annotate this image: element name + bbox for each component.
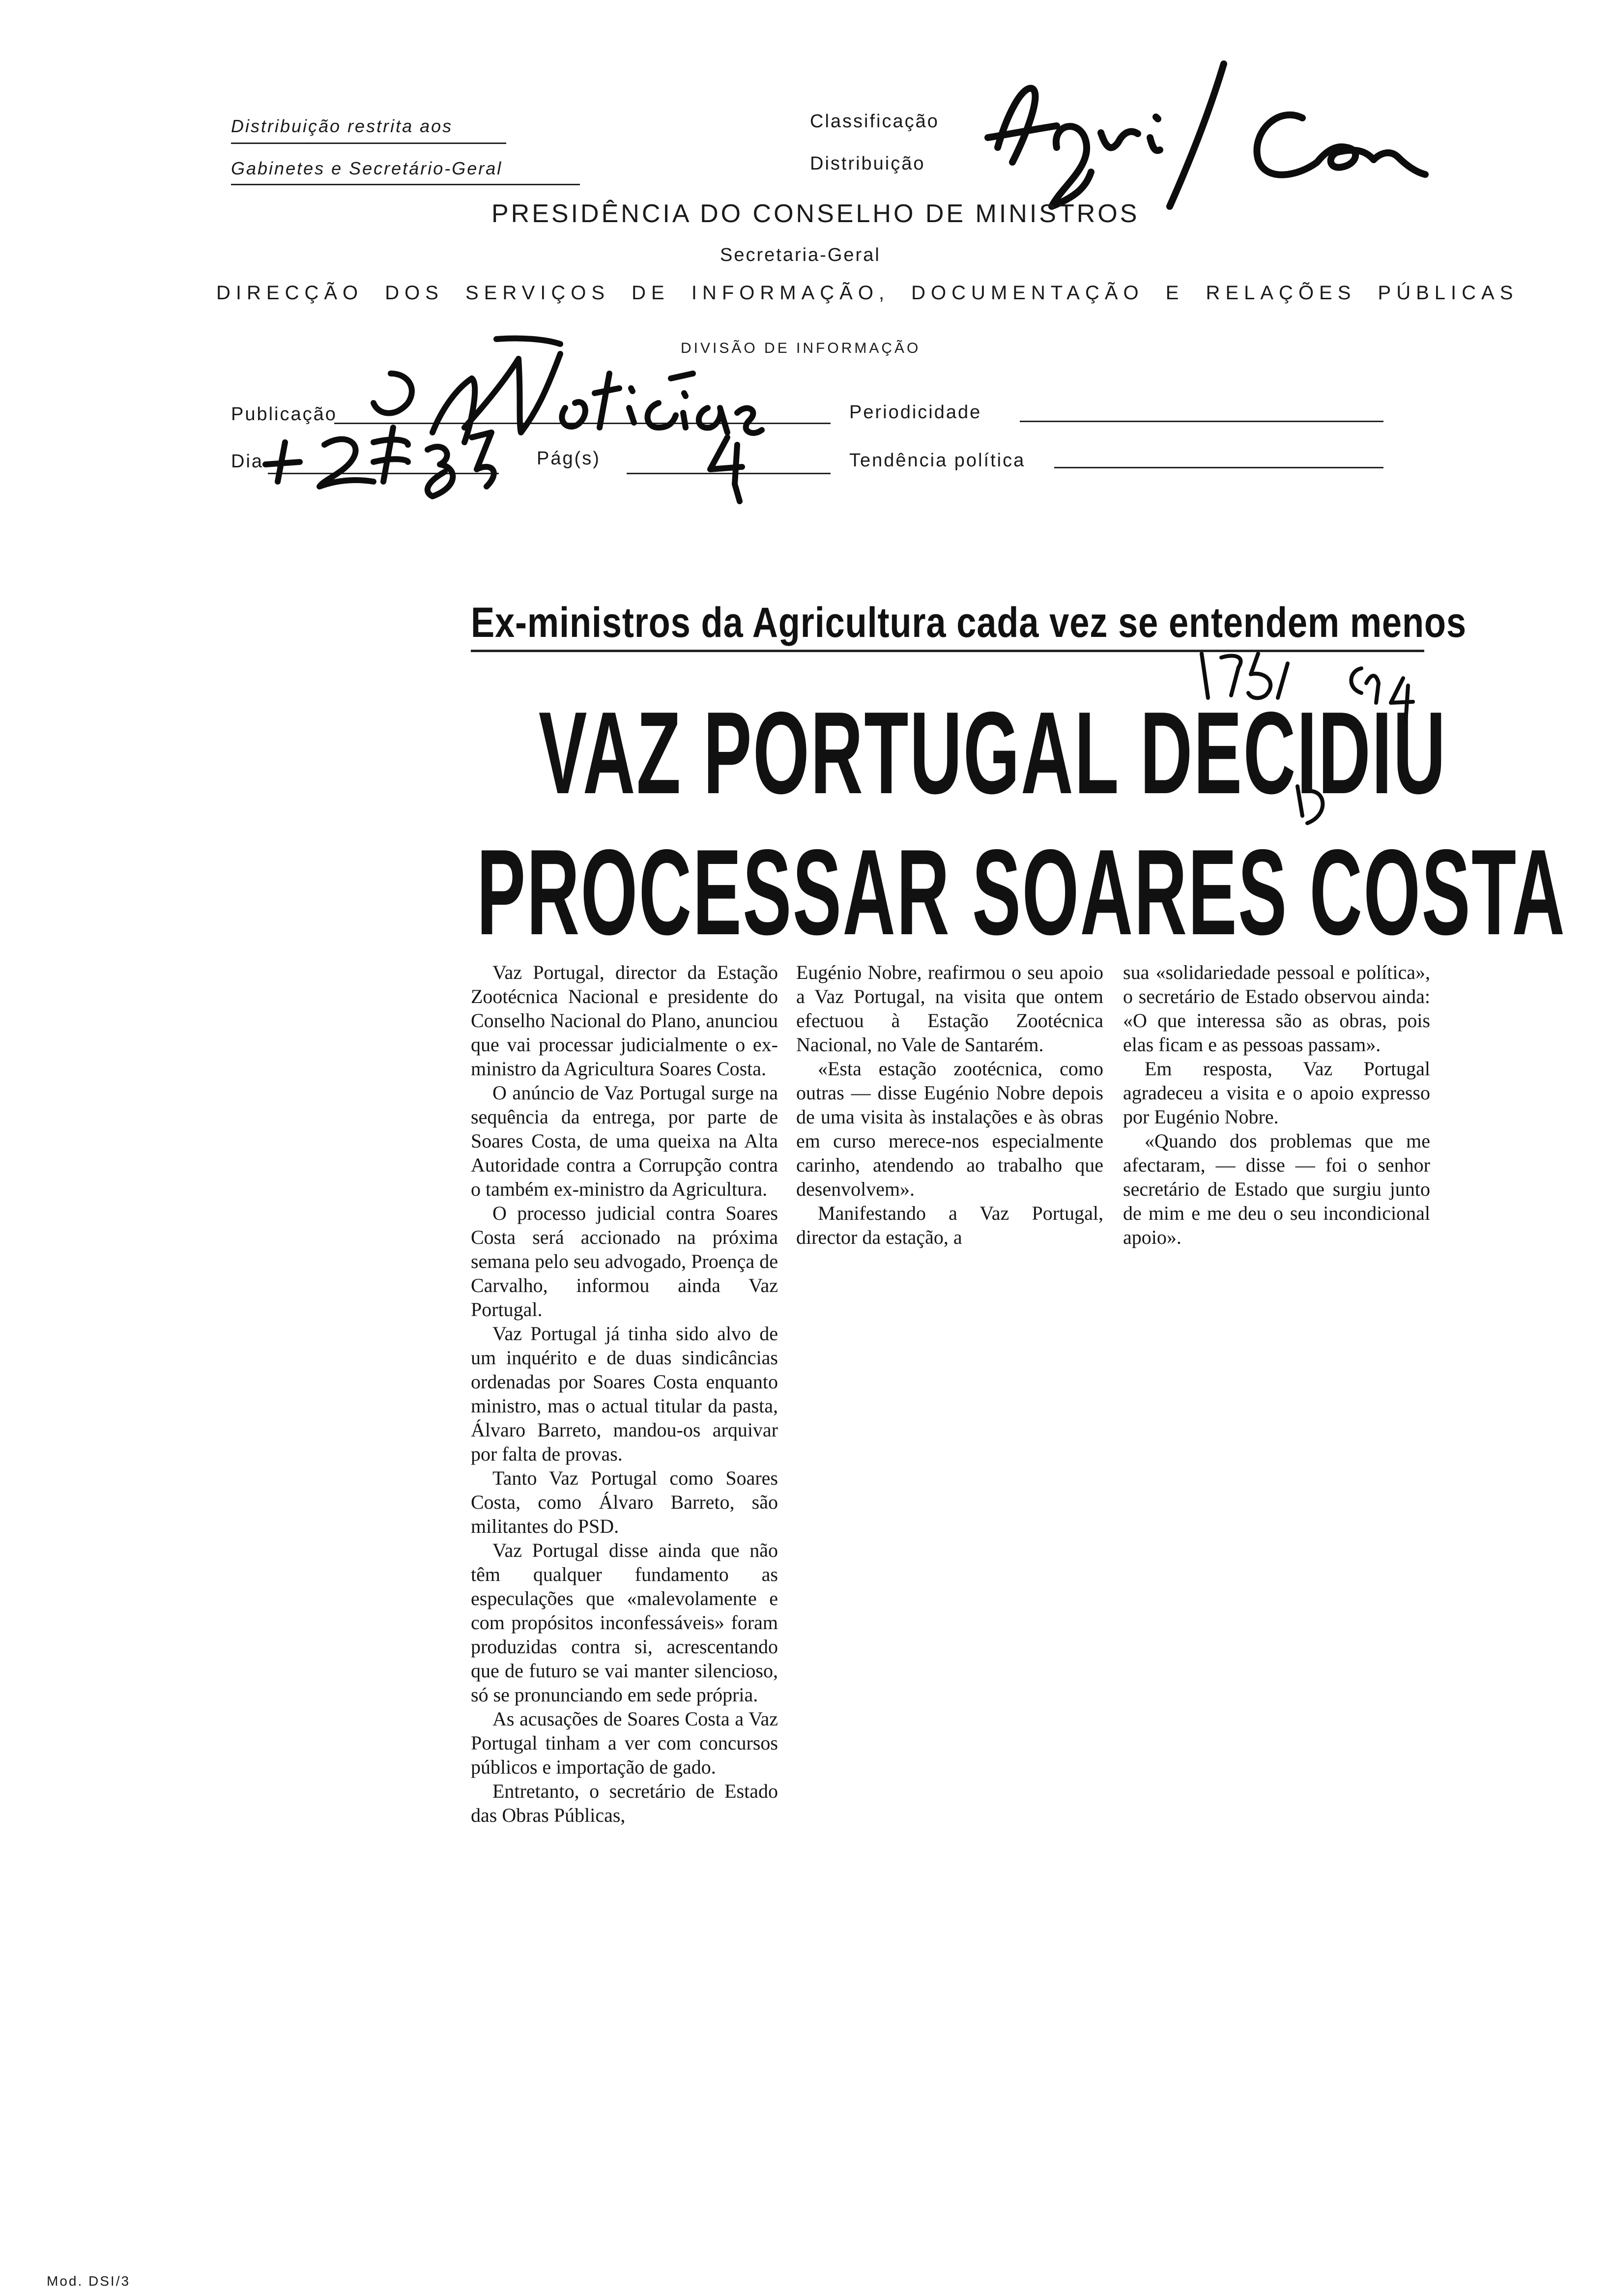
paragraph: Entretanto, o secretário de Estado das Obras Públicas, [471, 1780, 778, 1826]
day-label: Dia [231, 451, 264, 472]
article-kicker: Ex-ministros da Agricultura cada vez se entendem menos [471, 599, 1467, 646]
paragraph: Vaz Portugal já tinha sido alvo de um inquérito e de duas sindicâncias ordenadas por Soares Costa enquanto ministro, mas o actual titular da pasta, Álvaro Barreto, mandou-os arquivar por falta de provas. [471, 1322, 778, 1465]
division-line: DIVISÃO DE INFORMAÇÃO [681, 340, 921, 356]
paragraph: Vaz Portugal, director da Estação Zootécnica Nacional e presidente do Conselho Nacional do Plano, anunciou que vai processar judicialmente o ex-ministro da Agricultura Soares Costa. [471, 961, 778, 1080]
form-model-id: Mod. DSI/3 [47, 2273, 131, 2289]
paragraph: Manifestando a Vaz Portugal, director da estação, a [796, 1202, 1103, 1248]
periodicity-label: Periodicidade [849, 402, 982, 423]
paragraph: Eugénio Nobre, reafirmou o seu apoio a Vaz Portugal, na visita que ontem efectuou à Estação Zootécnica Nacional, no Vale de Santarém. [796, 961, 1103, 1056]
paragraph: sua «solidariedade pessoal e política», o secretário de Estado observou ainda: «O que interessa são as obras, pois elas ficam e as pessoas passam». [1123, 961, 1430, 1056]
paragraph: As acusações de Soares Costa a Vaz Portugal tinham a ver com concursos públicos e importação de gado. [471, 1708, 778, 1778]
direction-line: DIRECÇÃO DOS SERVIÇOS DE INFORMAÇÃO, DOCUMENTAÇÃO E RELAÇÕES PÚBLICAS [216, 282, 1519, 304]
paragraph: O processo judicial contra Soares Costa será accionado na próxima semana pelo seu advogado, Proença de Carvalho, informou ainda Vaz Portugal. [471, 1202, 778, 1320]
headline-line-1: VAZ PORTUGAL DECIDIU [539, 688, 1447, 818]
paragraph: Em resposta, Vaz Portugal agradeceu a visita e o apoio expresso por Eugénio Nobre. [1123, 1058, 1430, 1128]
paragraph: Tanto Vaz Portugal como Soares Costa, como Álvaro Barreto, são militantes do PSD. [471, 1467, 778, 1537]
distribution-label: Distribuição [810, 153, 925, 174]
form-title: PRESIDÊNCIA DO CONSELHO DE MINISTROS [491, 200, 1140, 228]
headline-line-2: PROCESSAR SOARES COSTA [477, 824, 1566, 960]
paragraph: Vaz Portugal disse ainda que não têm qualquer fundamento as especulações que «malevolamente e com propósitos inconfessáveis» foram produzidas contra si, acrescentando que de futuro se vai manter silencioso, só se pronunciando em sede própria. [471, 1539, 778, 1706]
paragraph: «Esta estação zootécnica, como outras — disse Eugénio Nobre depois de uma visita às instalações e às obras em curso merece-nos especialmente carinho, atendendo ao trabalho que desenvolvem». [796, 1058, 1103, 1200]
distribution-restriction-line1: Distribuição restrita aos [231, 116, 453, 136]
paragraph: «Quando dos problemas que me afectaram, — disse — foi o senhor secretário de Estado que surgiu junto de mim e me deu o seu incondicional apoio». [1123, 1130, 1430, 1248]
paragraph: O anúncio de Vaz Portugal surge na sequência da entrega, por parte de Soares Costa, de uma queixa na Alta Autoridade contra a Corrupção contra o também ex-ministro da Agricultura. [471, 1082, 778, 1200]
tendency-label: Tendência política [849, 450, 1026, 471]
article-column-2 [796, 960, 1103, 1249]
publication-label: Publicação [231, 404, 337, 425]
pages-label: Pág(s) [537, 448, 601, 469]
form-subtitle: Secretaria-Geral [720, 245, 881, 265]
distribution-restriction-line2: Gabinetes e Secretário-Geral [231, 158, 503, 178]
classification-label: Classificação [810, 111, 939, 132]
article-column-1 [471, 960, 778, 1827]
article-column-3 [1123, 960, 1430, 1249]
